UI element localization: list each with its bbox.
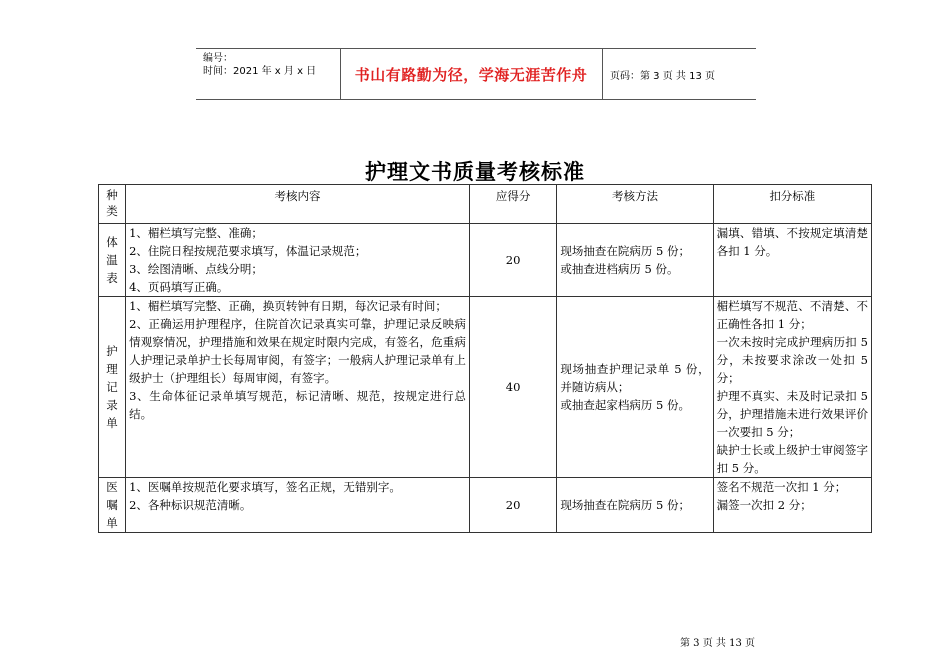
deduct-item: 签名不规范一次扣 1 分； [716, 480, 847, 494]
deduct-cell [713, 297, 871, 478]
content-item: 3、生命体征记录单填写规范，标记清晰、规范，按规定进行总结。 [129, 389, 466, 421]
header-deduct: 扣分标准 [713, 185, 871, 224]
table-header-row [99, 185, 872, 224]
method-cell [557, 297, 713, 478]
content-item: 2、各种标识规范清晰。 [129, 498, 252, 512]
header-score: 应得分 [469, 185, 557, 224]
deduct-item: 楣栏填写不规范、不清楚、不正确性各扣 1 分； [716, 299, 868, 331]
content-cell [126, 297, 470, 478]
number-label: 编号： [203, 53, 233, 64]
document-title: 护理文书质量考核标准 [365, 160, 585, 184]
content-item: 3、绘图清晰、点线分明； [129, 262, 263, 276]
content-item: 1、楣栏填写完整、正确，换页转钟有日期，每次记录有时间； [129, 299, 447, 313]
deduct-item: 护理不真实、未及时记录扣 5 分，护理措施未进行效果评价一次要扣 5 分； [716, 389, 868, 439]
method-item: 或抽查起家档病历 5 份。 [560, 398, 690, 412]
kind-label: 护理记录单 [106, 344, 118, 430]
content-item: 4、页码填写正确。 [129, 280, 229, 294]
kind-label: 医嘱单 [106, 480, 118, 530]
content-item: 1、楣栏填写完整、准确； [129, 226, 263, 240]
page-header [196, 48, 756, 100]
deduct-item: 一次未按时完成护理病历扣 5 分，未按要求涂改一处扣 5 分； [716, 335, 868, 385]
method-cell [557, 224, 713, 297]
table-row [99, 478, 872, 533]
table-row [99, 297, 872, 478]
standards-table [98, 184, 872, 533]
header-kind: 种类 [99, 185, 126, 224]
page-footer: 第 3 页 共 13 页 [680, 638, 755, 649]
kind-cell [99, 478, 126, 533]
kind-cell [99, 224, 126, 297]
motto: 书山有路勤为径，学海无涯苦作舟 [340, 49, 603, 99]
deduct-cell [713, 224, 871, 297]
content-item: 1、医嘱单按规范化要求填写，签名正规，无错别字。 [129, 480, 401, 494]
score-cell: 20 [469, 478, 557, 533]
kind-cell [99, 297, 126, 478]
method-item: 或抽查进档病历 5 份。 [560, 262, 679, 276]
deduct-item: 缺护士长或上级护士审阅签字扣 5 分。 [716, 443, 868, 475]
deduct-item: 漏签一次扣 2 分； [716, 498, 812, 512]
score-cell: 40 [469, 297, 557, 478]
score-cell: 20 [469, 224, 557, 297]
time-label: 时间：2021 年 x 月 x 日 [203, 66, 317, 77]
deduct-cell [713, 478, 871, 533]
content-cell [126, 478, 470, 533]
method-item: 现场抽查护理记录单 5 份，并随访病从； [560, 362, 710, 394]
content-cell [126, 224, 470, 297]
table-row [99, 224, 872, 297]
header-content: 考核内容 [126, 185, 470, 224]
deduct-item: 漏填、错填、不按规定填清楚各扣 1 分。 [716, 226, 868, 258]
content-item: 2、正确运用护理程序，住院首次记录真实可靠，护理记录反映病情观察情况，护理措施和效果在规定时限内完成，有签名，危重病人护理记录单护士长每周审阅，有签字；一般病人护理记录单有上级护士（护理组长）每周审阅，有签字。 [129, 317, 466, 385]
header-method: 考核方法 [557, 185, 713, 224]
content-item: 2、住院日程按规范要求填写，体温记录规范； [129, 244, 367, 258]
header-meta [196, 49, 341, 99]
method-cell [557, 478, 713, 533]
kind-label: 体温表 [106, 235, 118, 285]
method-item: 现场抽查在院病历 5 份； [560, 498, 690, 512]
method-item: 现场抽查在院病历 5 份； [560, 244, 690, 258]
page-code: 页码：第 3 页 共 13 页 [610, 70, 715, 82]
